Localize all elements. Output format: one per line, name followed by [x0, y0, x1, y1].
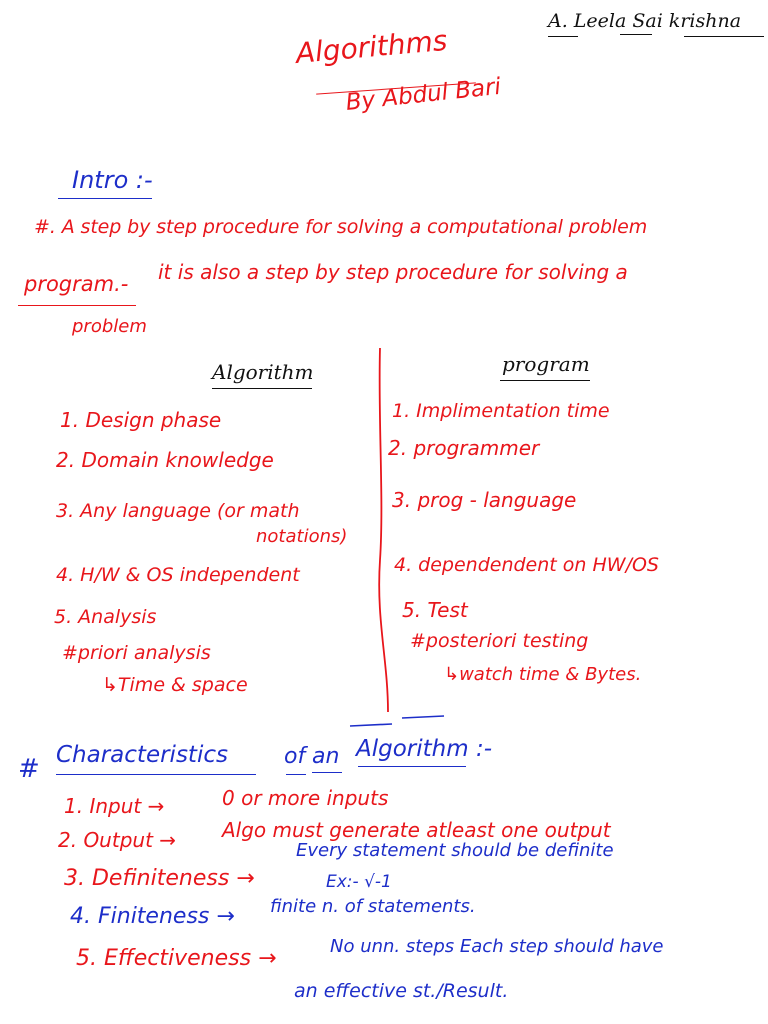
program-row-2: 2. programmer [388, 436, 540, 460]
characteristics-underline [56, 774, 256, 775]
program-column-header: program [502, 352, 590, 376]
char-3-example: Ex:- √-1 [326, 872, 392, 892]
byline: By Abdul Bari [344, 73, 503, 116]
program-text-line1: it is also a step by step procedure for solving a [158, 260, 628, 284]
char-5-text-cont: an effective st./Result. [294, 980, 509, 1002]
algorithm-time-space: ↳Time & space [102, 674, 248, 696]
algorithm-row-3: 3. Any language (or math [56, 500, 300, 522]
char-2-label: 2. Output → [58, 828, 177, 852]
of-underline [286, 774, 306, 775]
algorithm-word-underline [358, 766, 466, 767]
program-row-5: 5. Test [402, 598, 468, 622]
char-5-label: 5. Effectiveness → [76, 946, 277, 971]
program-watch-time: ↳watch time & Bytes. [444, 664, 642, 685]
characteristics-heading-w4: Algorithm :- [356, 736, 493, 762]
program-text-line2: problem [72, 316, 147, 337]
intro-heading: Intro :- [72, 166, 153, 194]
characteristics-heading-w1: Characteristics [56, 742, 228, 768]
algorithm-row-3-cont: notations) [256, 526, 348, 547]
program-posteriori: #posteriori testing [410, 630, 589, 652]
algorithm-column-header: Algorithm [212, 360, 314, 384]
algorithm-row-5: 5. Analysis [54, 606, 157, 628]
algorithm-priori: #priori analysis [62, 642, 211, 664]
characteristics-heading-w2: of [284, 744, 306, 769]
char-4-label: 4. Finiteness → [70, 904, 235, 929]
characteristics-hash: # [18, 754, 40, 784]
definition-text: #. A step by step procedure for solving a computational problem [34, 216, 648, 238]
char-1-label: 1. Input → [64, 794, 165, 818]
program-row-4: 4. dependendent on HW/OS [394, 554, 659, 576]
algorithm-row-4: 4. H/W & OS independent [56, 564, 300, 586]
program-label: program.- [24, 272, 129, 296]
char-5-text: No unn. steps Each step should have [330, 936, 664, 957]
char-1-text: 0 or more inputs [222, 786, 389, 810]
page-title: Algorithms [294, 23, 449, 70]
char-4-text: finite n. of statements. [270, 896, 476, 917]
program-row-1: 1. Implimentation time [392, 400, 610, 422]
an-underline [312, 772, 342, 773]
algorithm-row-1: 1. Design phase [60, 408, 222, 432]
char-3-text: Every statement should be definite [296, 840, 614, 861]
author-name: A. Leela Sai krishna [548, 10, 742, 32]
program-row-3: 3. prog - language [392, 488, 577, 512]
algorithm-row-2: 2. Domain knowledge [56, 448, 274, 472]
char-3-label: 3. Definiteness → [64, 866, 255, 891]
char-2-text: Algo must generate atleast one output [222, 818, 611, 842]
characteristics-heading-w3: an [312, 744, 340, 769]
